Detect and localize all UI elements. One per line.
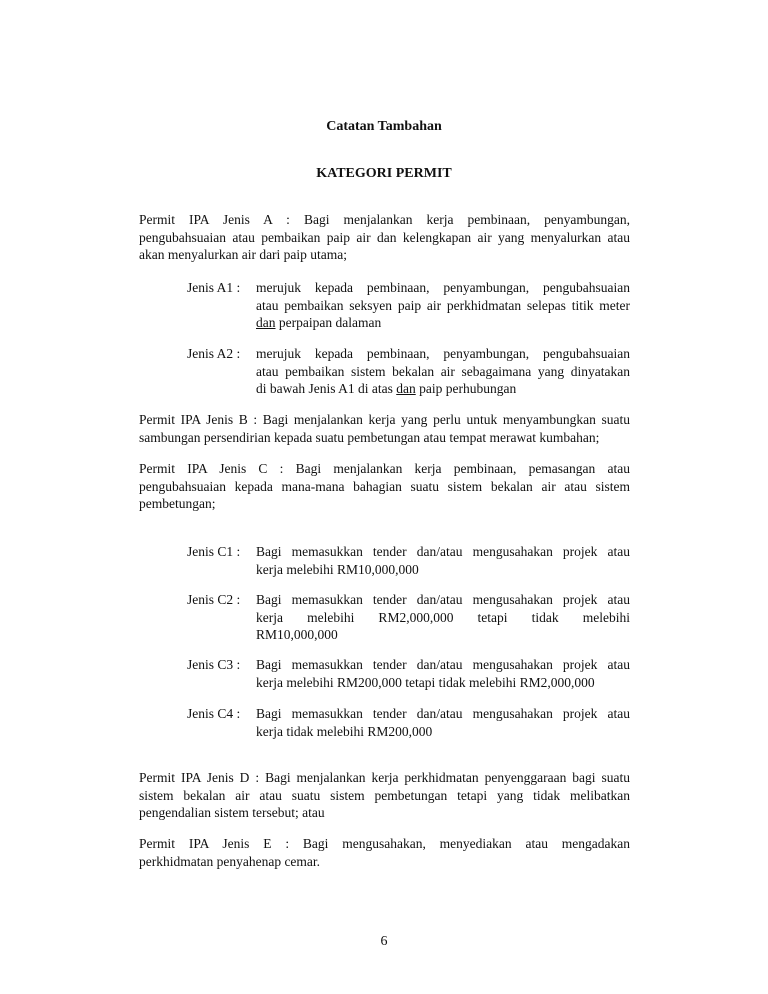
- text-line: kerja tidak melebihi RM200,000: [256, 723, 433, 739]
- paragraph-permit-a: [139, 211, 630, 264]
- paragraph-permit-d: [139, 769, 630, 822]
- text-line: atau pembaikan sistem bekalan air sebagaimana yang dinyatakan: [256, 363, 630, 379]
- text-line: kerja melebihi RM2,000,000 tetapi tidak melebihi: [256, 609, 630, 625]
- item-body: [256, 279, 630, 332]
- section-heading: KATEGORI PERMIT: [316, 166, 452, 181]
- text-line: atau pembaikan seksyen paip air perkhidmatan selepas titik meter: [256, 297, 630, 313]
- text-line: akan menyalurkan air dari paip utama;: [139, 247, 348, 262]
- item-body: [256, 543, 630, 578]
- item-label: Jenis C3 :: [187, 657, 241, 672]
- text-line: [256, 314, 630, 332]
- text-fragment: di bawah Jenis A1 di atas: [256, 381, 397, 396]
- text-line: sambungan persendirian kepada suatu pembetungan atau tempat merawat kumbahan;: [139, 429, 600, 445]
- item-body: [256, 656, 630, 691]
- page-title: Catatan Tambahan: [326, 119, 442, 134]
- text-line: Permit IPA Jenis B : Bagi menjalankan kerja yang perlu untuk menyambungkan suatu: [139, 412, 630, 427]
- text-line: RM10,000,000: [256, 627, 338, 642]
- paragraph-permit-b: [139, 411, 630, 446]
- item-label: Jenis A2 :: [187, 346, 241, 361]
- text-line: pengubahsuaian kepada mana-mana bahagian suatu sistem bekalan air atau sistem: [139, 478, 630, 494]
- text-fragment: perpaipan dalaman: [275, 315, 382, 330]
- text-line: Bagi memasukkan tender dan/atau mengusahakan projek atau: [256, 592, 630, 607]
- item-label: Jenis C1 :: [187, 544, 241, 559]
- text-line: merujuk kepada pembinaan, penyambungan, pengubahsuaian: [256, 280, 630, 295]
- underlined-word: dan: [396, 381, 416, 396]
- paragraph-permit-c: [139, 460, 630, 513]
- text-fragment: paip perhubungan: [415, 381, 517, 396]
- text-line: Permit IPA Jenis C : Bagi menjalankan kerja pembinaan, pemasangan atau: [139, 461, 630, 476]
- text-line: Permit IPA Jenis E : Bagi mengusahakan, menyediakan atau mengadakan: [139, 836, 630, 851]
- page-number: 6: [380, 934, 388, 949]
- text-line: merujuk kepada pembinaan, penyambungan, pengubahsuaian: [256, 346, 630, 361]
- text-line: Bagi memasukkan tender dan/atau mengusahakan projek atau: [256, 706, 630, 721]
- underlined-word: dan: [256, 315, 276, 330]
- item-label: Jenis C2 :: [187, 592, 241, 607]
- text-line: pengubahsuaian atau pembaikan paip air dan kelengkapan air yang menyalurkan atau: [139, 229, 630, 245]
- text-line: Bagi memasukkan tender dan/atau mengusahakan projek atau: [256, 544, 630, 559]
- item-body: [256, 591, 630, 644]
- text-line: Permit IPA Jenis A : Bagi menjalankan kerja pembinaan, penyambungan,: [139, 212, 630, 227]
- item-body: [256, 705, 630, 740]
- item-label: Jenis C4 :: [187, 706, 241, 721]
- text-line: pembetungan;: [139, 496, 216, 511]
- text-line: Permit IPA Jenis D : Bagi menjalankan kerja perkhidmatan penyenggaraan bagi suatu: [139, 770, 630, 785]
- text-line: sistem bekalan air atau suatu sistem pembetungan tetapi yang tidak melibatkan: [139, 787, 630, 803]
- text-line: Bagi memasukkan tender dan/atau mengusahakan projek atau: [256, 657, 630, 672]
- item-body: [256, 345, 630, 398]
- text-line: kerja melebihi RM10,000,000: [256, 561, 419, 577]
- text-line: perkhidmatan penyahenap cemar.: [139, 853, 321, 869]
- paragraph-permit-e: [139, 835, 630, 870]
- text-line: kerja melebihi RM200,000 tetapi tidak melebihi RM2,000,000: [256, 674, 595, 690]
- item-label: Jenis A1 :: [187, 280, 241, 295]
- text-line: pengendalian sistem tersebut; atau: [139, 805, 325, 820]
- text-line: [256, 380, 630, 398]
